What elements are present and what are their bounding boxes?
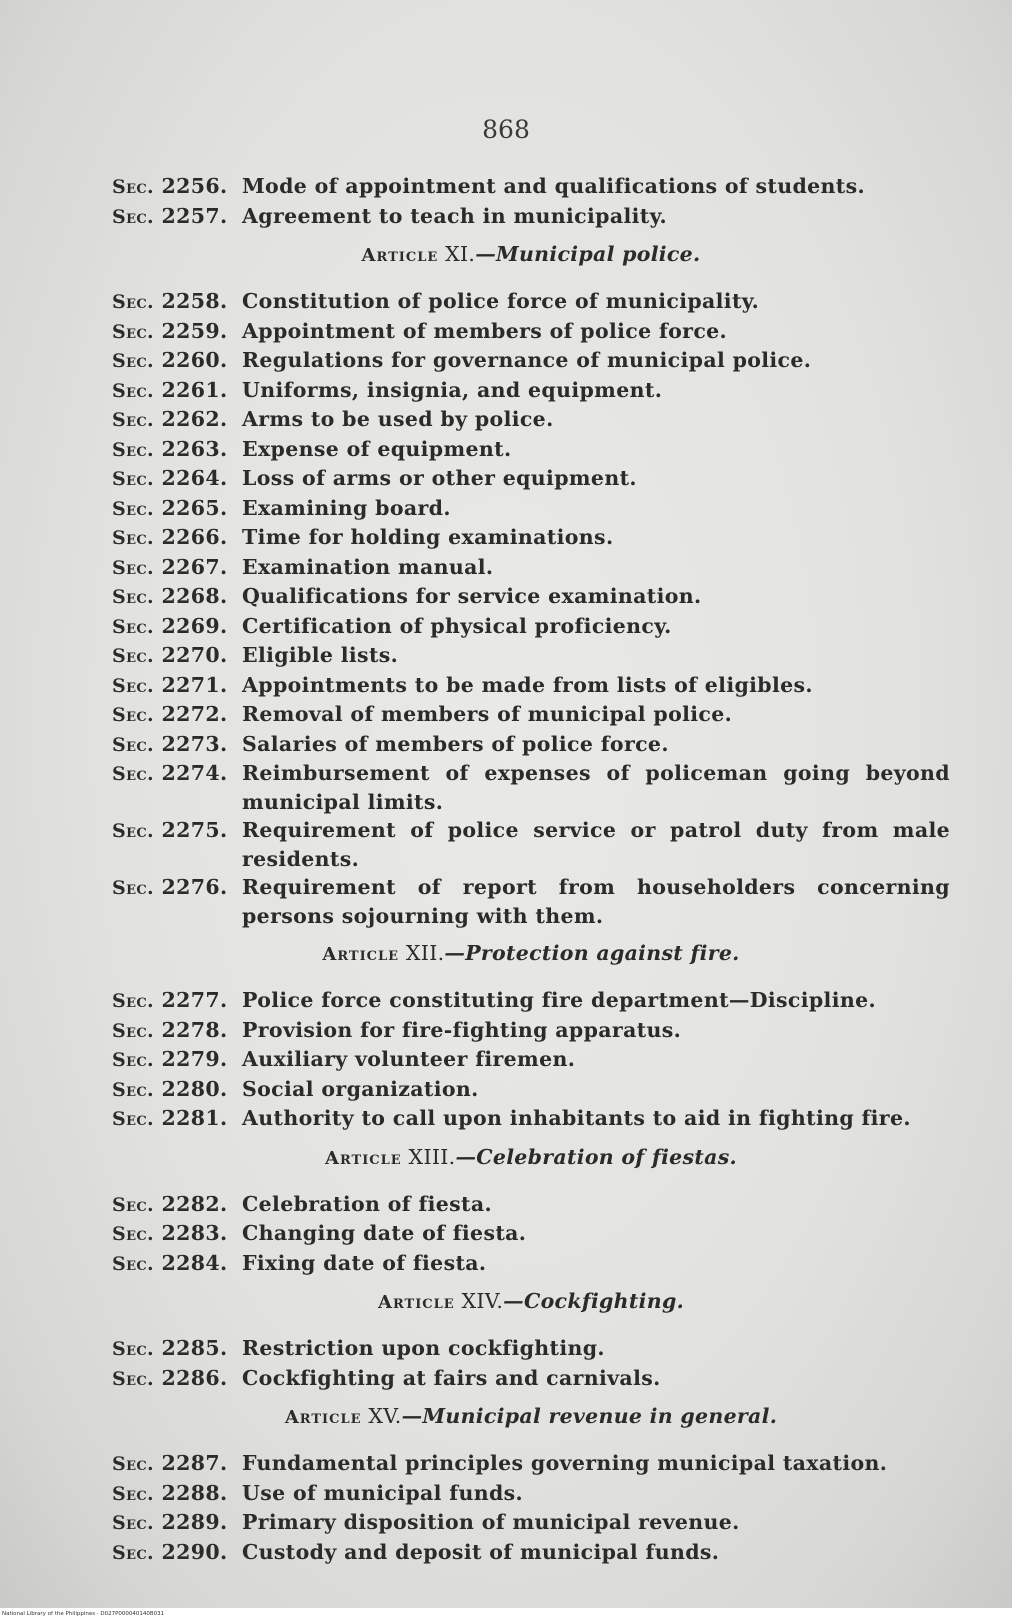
section-label	[112, 1449, 242, 1479]
article-heading	[112, 1286, 950, 1318]
section-title: Changing date of fiesta.	[242, 1221, 527, 1245]
section-label	[112, 317, 242, 347]
section-entry	[112, 405, 950, 435]
section-word: Sec.	[112, 1049, 154, 1071]
section-number: 2266.	[161, 525, 228, 549]
section-label	[112, 1075, 242, 1105]
section-entry	[112, 1334, 950, 1364]
section-word: Sec.	[112, 704, 154, 726]
section-word: Sec.	[112, 1108, 154, 1130]
section-number: 2284.	[161, 1250, 228, 1275]
article-title: —Municipal revenue in general.	[401, 1404, 778, 1428]
section-title: Salaries of members of police force.	[242, 731, 669, 756]
section-entry	[112, 202, 950, 232]
section-number: 2259.	[161, 318, 228, 343]
section-label	[112, 700, 242, 730]
section-entry	[112, 1538, 950, 1568]
section-number: 2271.	[161, 672, 228, 697]
section-number: 2270.	[161, 643, 228, 667]
section-title: Eligible lists.	[242, 643, 399, 667]
section-word: Sec.	[112, 176, 154, 198]
section-label	[112, 816, 242, 873]
section-entry	[112, 172, 950, 202]
article-title: —Celebration of fiestas.	[455, 1144, 737, 1169]
section-number: 2282.	[161, 1191, 228, 1216]
section-label	[112, 1190, 242, 1220]
section-word: Sec.	[112, 438, 154, 461]
article-heading	[112, 938, 950, 970]
section-title: Primary disposition of municipal revenue.	[242, 1510, 740, 1534]
section-number: 2267.	[161, 554, 228, 579]
section-label	[112, 1219, 242, 1249]
section-entry	[112, 1479, 950, 1509]
section-title: Cockfighting at fairs and carnivals.	[242, 1365, 661, 1390]
section-word: Sec.	[112, 379, 154, 402]
section-entry	[112, 986, 950, 1016]
section-label	[112, 1045, 242, 1075]
section-word: Sec.	[112, 1453, 154, 1475]
section-label	[112, 172, 242, 202]
section-entry	[112, 464, 950, 494]
section-word: Sec.	[112, 468, 154, 490]
section-word: Sec.	[112, 350, 154, 372]
section-label	[112, 346, 242, 376]
section-word: Sec.	[112, 409, 154, 431]
section-word: Sec.	[112, 820, 154, 842]
section-entry	[112, 317, 950, 347]
section-entry	[112, 1075, 950, 1105]
section-word: Sec.	[112, 990, 154, 1012]
article-word: Article	[322, 944, 400, 965]
section-word: Sec.	[112, 645, 154, 667]
article-number: XI.	[445, 242, 476, 266]
section-entry	[112, 1045, 950, 1075]
section-word: Sec.	[112, 733, 154, 756]
section-number: 2265.	[161, 495, 228, 520]
section-label	[112, 641, 242, 671]
section-entry	[112, 376, 950, 406]
section-number: 2272.	[161, 702, 228, 726]
section-label	[112, 1479, 242, 1509]
section-title: Appointment of members of police force.	[242, 318, 728, 343]
section-word: Sec.	[112, 1223, 154, 1245]
section-label	[112, 582, 242, 612]
section-number: 2288.	[161, 1480, 228, 1505]
section-label	[112, 553, 242, 583]
section-word: Sec.	[112, 497, 154, 520]
article-number: XIII.	[408, 1144, 456, 1169]
section-title: Regulations for governance of municipal police.	[242, 348, 812, 372]
section-title: Removal of members of municipal police.	[242, 702, 733, 726]
section-word: Sec.	[112, 1338, 154, 1360]
section-entry	[112, 700, 950, 730]
section-number: 2278.	[161, 1017, 228, 1042]
section-word: Sec.	[112, 763, 154, 785]
article-word: Article	[361, 245, 439, 266]
section-number: 2269.	[161, 613, 228, 638]
section-word: Sec.	[112, 1512, 154, 1534]
section-word: Sec.	[112, 1541, 154, 1564]
section-label	[112, 759, 242, 816]
section-entry	[112, 641, 950, 671]
section-number: 2279.	[161, 1047, 228, 1071]
section-word: Sec.	[112, 586, 154, 608]
section-title: Fixing date of fiesta.	[242, 1250, 487, 1275]
section-title: Custody and deposit of municipal funds.	[242, 1539, 720, 1564]
section-entry	[112, 1190, 950, 1220]
section-title: Mode of appointment and qualifications of students.	[242, 174, 865, 198]
section-title: Celebration of fiesta.	[242, 1191, 492, 1216]
section-entry	[112, 1508, 950, 1538]
article-title: —Cockfighting.	[503, 1289, 685, 1313]
section-title: Reimbursement of expenses of policeman going beyond municipal limits.	[242, 761, 950, 814]
section-number: 2287.	[161, 1451, 228, 1475]
section-entry	[112, 671, 950, 701]
section-label	[112, 376, 242, 406]
section-entry	[112, 612, 950, 642]
section-number: 2262.	[161, 407, 228, 431]
section-title: Requirement of police service or patrol duty from male residents.	[242, 818, 950, 871]
article-title: —Municipal police.	[475, 242, 701, 266]
section-label	[112, 523, 242, 553]
section-title: Agreement to teach in municipality.	[242, 203, 667, 228]
section-label	[112, 1538, 242, 1568]
section-number: 2290.	[161, 1539, 228, 1564]
article-heading	[112, 1142, 950, 1174]
section-entry	[112, 494, 950, 524]
section-number: 2285.	[161, 1336, 228, 1360]
section-label	[112, 435, 242, 465]
section-entry	[112, 873, 950, 930]
section-title: Loss of arms or other equipment.	[242, 466, 637, 490]
article-word: Article	[284, 1407, 362, 1428]
section-label	[112, 405, 242, 435]
section-number: 2263.	[161, 436, 228, 461]
section-number: 2264.	[161, 466, 228, 490]
section-word: Sec.	[112, 615, 154, 638]
section-entry	[112, 523, 950, 553]
section-entry	[112, 759, 950, 816]
section-entry	[112, 435, 950, 465]
page-number: 868	[482, 115, 530, 144]
section-number: 2280.	[161, 1076, 228, 1101]
section-entry	[112, 582, 950, 612]
section-word: Sec.	[112, 556, 154, 579]
section-number: 2275.	[161, 818, 228, 842]
section-number: 2276.	[161, 875, 228, 899]
article-word: Article	[377, 1292, 455, 1313]
section-number: 2289.	[161, 1510, 228, 1534]
section-word: Sec.	[112, 1078, 154, 1101]
section-number: 2260.	[161, 348, 228, 372]
section-title: Qualifications for service examination.	[242, 584, 702, 608]
section-word: Sec.	[112, 674, 154, 697]
section-word: Sec.	[112, 205, 154, 228]
article-heading	[112, 239, 950, 271]
section-entry	[112, 1016, 950, 1046]
section-entry	[112, 816, 950, 873]
section-label	[112, 1249, 242, 1279]
section-list	[112, 172, 950, 1567]
section-title: Uniforms, insignia, and equipment.	[242, 377, 663, 402]
section-title: Social organization.	[242, 1076, 479, 1101]
section-title: Authority to call upon inhabitants to aid in fighting fire.	[242, 1106, 911, 1130]
scan-footer-caption: National Library of the Philippines · D027P000040140B031	[0, 1608, 1012, 1621]
article-word: Article	[325, 1147, 402, 1169]
section-label	[112, 287, 242, 317]
section-word: Sec.	[112, 1252, 154, 1275]
section-title: Examination manual.	[242, 554, 494, 579]
section-title: Police force constituting fire department—Discipline.	[242, 988, 876, 1012]
section-entry	[112, 287, 950, 317]
section-number: 2277.	[161, 988, 228, 1012]
section-label	[112, 986, 242, 1016]
section-word: Sec.	[112, 1019, 154, 1042]
section-label	[112, 1016, 242, 1046]
section-title: Time for holding examinations.	[242, 525, 614, 549]
section-title: Requirement of report from householders concerning persons sojourning with them.	[242, 875, 950, 928]
article-heading	[112, 1401, 950, 1433]
section-word: Sec.	[112, 291, 154, 313]
article-number: XIV.	[461, 1289, 504, 1313]
section-word: Sec.	[112, 1367, 154, 1390]
section-title: Use of municipal funds.	[242, 1480, 524, 1505]
section-entry	[112, 730, 950, 760]
section-word: Sec.	[112, 1193, 154, 1216]
article-title: —Protection against fire.	[444, 941, 740, 965]
section-title: Constitution of police force of municipality.	[242, 289, 760, 313]
section-number: 2268.	[161, 584, 228, 608]
section-word: Sec.	[112, 1482, 154, 1505]
section-number: 2286.	[161, 1365, 228, 1390]
section-entry	[112, 1104, 950, 1134]
section-label	[112, 1508, 242, 1538]
section-title: Restriction upon cockfighting.	[242, 1336, 605, 1360]
section-number: 2257.	[161, 203, 228, 228]
section-title: Provision for fire-fighting apparatus.	[242, 1017, 682, 1042]
section-entry	[112, 553, 950, 583]
section-number: 2256.	[161, 174, 228, 198]
section-entry	[112, 1249, 950, 1279]
article-number: XV.	[368, 1404, 402, 1428]
section-label	[112, 671, 242, 701]
section-title: Auxiliary volunteer firemen.	[242, 1047, 576, 1071]
section-label	[112, 1364, 242, 1394]
section-entry	[112, 1364, 950, 1394]
section-label	[112, 1104, 242, 1134]
section-number: 2273.	[161, 731, 228, 756]
section-number: 2281.	[161, 1106, 228, 1130]
section-title: Arms to be used by police.	[242, 407, 554, 431]
section-title: Examining board.	[242, 495, 451, 520]
section-label	[112, 730, 242, 760]
section-label	[112, 612, 242, 642]
section-title: Certification of physical proficiency.	[242, 613, 672, 638]
section-word: Sec.	[112, 320, 154, 343]
section-entry	[112, 346, 950, 376]
section-label	[112, 494, 242, 524]
section-label	[112, 873, 242, 930]
section-number: 2258.	[161, 289, 228, 313]
section-title: Fundamental principles governing municipal taxation.	[242, 1451, 888, 1475]
section-word: Sec.	[112, 877, 154, 899]
section-entry	[112, 1449, 950, 1479]
section-number: 2274.	[161, 761, 228, 785]
section-title: Appointments to be made from lists of eligibles.	[242, 672, 813, 697]
section-label	[112, 202, 242, 232]
section-label	[112, 1334, 242, 1364]
section-title: Expense of equipment.	[242, 436, 512, 461]
section-label	[112, 464, 242, 494]
article-number: XII.	[405, 941, 445, 965]
section-number: 2283.	[161, 1221, 228, 1245]
section-number: 2261.	[161, 377, 228, 402]
section-word: Sec.	[112, 527, 154, 549]
section-entry	[112, 1219, 950, 1249]
